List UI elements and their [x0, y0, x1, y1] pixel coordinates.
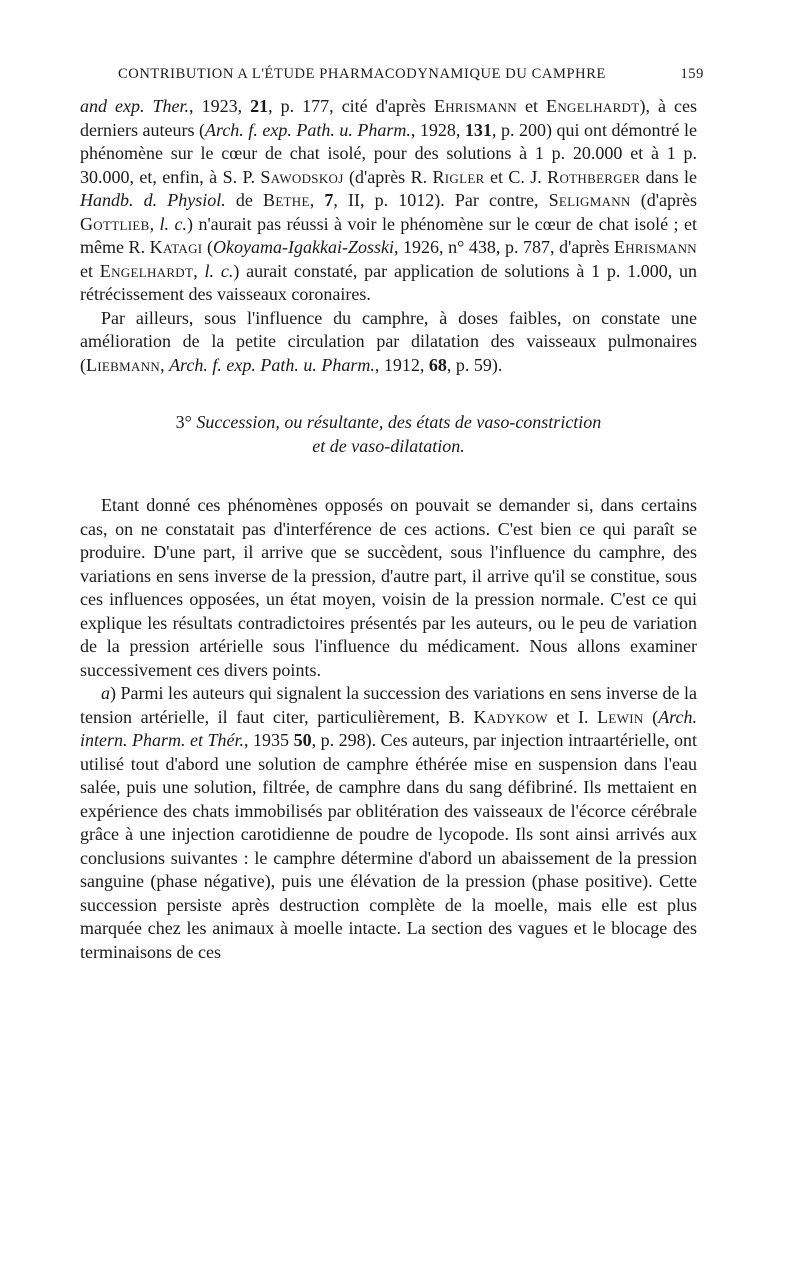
section-title-line-2: et de vaso-dilatation. — [312, 435, 465, 456]
citation-title: Arch. f. exp. Path. u. Pharm. — [169, 354, 375, 375]
author-name: Kadykow — [473, 706, 548, 727]
citation-title: Okoyama-Igakkai-Zosski — [213, 237, 394, 257]
volume-number: 7 — [324, 190, 334, 210]
running-head-title: CONTRIBUTION A L'ÉTUDE PHARMACODYNAMIQUE DU CAMPHRE — [118, 66, 606, 82]
paragraph-pulmonary: Par ailleurs, sous l'influence du camphre, à doses faibles, on constate une amélioration de la petite circulation par dilatation des vaisseaux pulmonaires (Liebmann, Arch. f. exp. Path. u. Pharm., 1912, 68, p. 59). — [80, 307, 697, 375]
volume-number: 50 — [293, 730, 312, 750]
loc-cit: l. c. — [204, 260, 234, 281]
author-name: Rothberger — [547, 166, 641, 187]
list-marker: a — [101, 683, 110, 703]
author-name: Seligmann — [548, 190, 631, 210]
author-name: Engelhardt — [99, 260, 194, 281]
author-name: Engelhardt — [546, 96, 640, 116]
paragraph-continuation: and exp. Ther., 1923, 21, p. 177, cité d'après Ehrismann et Engelhardt), à ces derniers auteurs (Arch. f. exp. Path. u. Pharm., 1928, 131, p. 200) qui ont démontré le phénomène sur le cœur de chat isolé, pour des solutions à 1 p. 20.000 et à 1 p. 30.000, et, enfin, à S. P. Sawodskoj (d'après R. Rigler et C. J. Rothberger dans le Handb. d. Physiol. de Bethe, 7, II, p. 1012). Par contre, Seligmann (d'après Gottlieb, l. c.) n'aurait pas réussi à voir le phénomène sur le cœur de chat isolé ; et même R. Katagi (Okoyama-Igakkai-Zosski, 1926, n° 438, p. 787, d'après Ehrismann et Engelhardt, l. c.) aurait constaté, par application de solutions à 1 p. 1.000, un rétrécissement des vaisseaux coronaires. — [80, 96, 698, 304]
section-title-line-1: Succession, ou résultante, des états de vaso-constriction — [196, 412, 602, 432]
section-number: 3° — [175, 412, 192, 432]
author-name: Rigler — [432, 166, 485, 187]
loc-cit: l. c. — [159, 213, 187, 234]
paragraph-succession: a) Parmi les auteurs qui signalent la succession des variations en sens inverse de la tension artérielle, il faut citer, particulièrement, B. Kadykow et I. Lewin (Arch. intern. Pharm. et Thér., 1935 50, p. 298). Ces auteurs, par injection intraartérielle, ont utilisé tout d'abord une solution de camphre éthérée mise en suspension dans l'eau salée, puis une solution, filtrée, de camphre dans du sang défibriné. Ils mettaient en expérience des chats immobilisés par oblitération des vaisseaux de l'écorce cérébrale grâce à une injection carotidienne de poudre de lycopode. Ils sont ainsi arrivés aux conclusions suivantes : le camphre détermine d'abord un abaissement de la pression sanguine (phase négative), puis une élévation de la pression (phase positive). Cette succession persiste après destruction complète de la moelle, mais elle est plus marquée chez les animaux à moelle intacte. La section des vagues et le blocage des terminaisons de ces — [80, 683, 698, 962]
volume-number: 131 — [464, 119, 492, 140]
page — [80, 66, 704, 964]
paragraph-interference: Etant donné ces phénomènes opposés on pouvait se demander si, dans certains cas, on ne constatait pas d'interférence de ces actions. C'est bien ce qui paraît se produire. D'une part, il arrive que se succèdent, sous l'influence du camphre, des variations en sens inverse de la pression, d'autre part, il arrive qu'il se constitue, sous ces influences opposées, un état moyen, voisin de la pression normale. C'est ce qui explique les résultats contradictoires présentés par les auteurs, ou le peu de variation de la pression artérielle sous l'influence du médicament. Nous allons examiner successivement ces divers points. — [80, 495, 697, 680]
citation-title: Arch. f. exp. Path. u. Pharm. — [204, 119, 411, 140]
volume-number: 68 — [428, 354, 447, 375]
author-name: Sawodskoj — [260, 166, 344, 187]
author-name: Ehrismann — [613, 237, 697, 257]
author-name: Lewin — [597, 706, 644, 727]
citation-title: and exp. Ther. — [80, 96, 190, 116]
volume-number: 21 — [250, 96, 269, 116]
citation-title: Arch. intern. Pharm. et Thér. — [80, 706, 698, 750]
author-name: Gottlieb — [80, 213, 150, 234]
running-head — [118, 66, 704, 83]
author-name: Ehrismann — [433, 96, 517, 116]
section-heading — [80, 411, 697, 458]
author-name: Katagi — [149, 237, 203, 257]
author-name: Liebmann — [86, 354, 161, 375]
page-number: 159 — [680, 66, 704, 82]
citation-title: Handb. d. Physiol. — [80, 190, 226, 210]
author-name: Bethe — [263, 190, 310, 210]
